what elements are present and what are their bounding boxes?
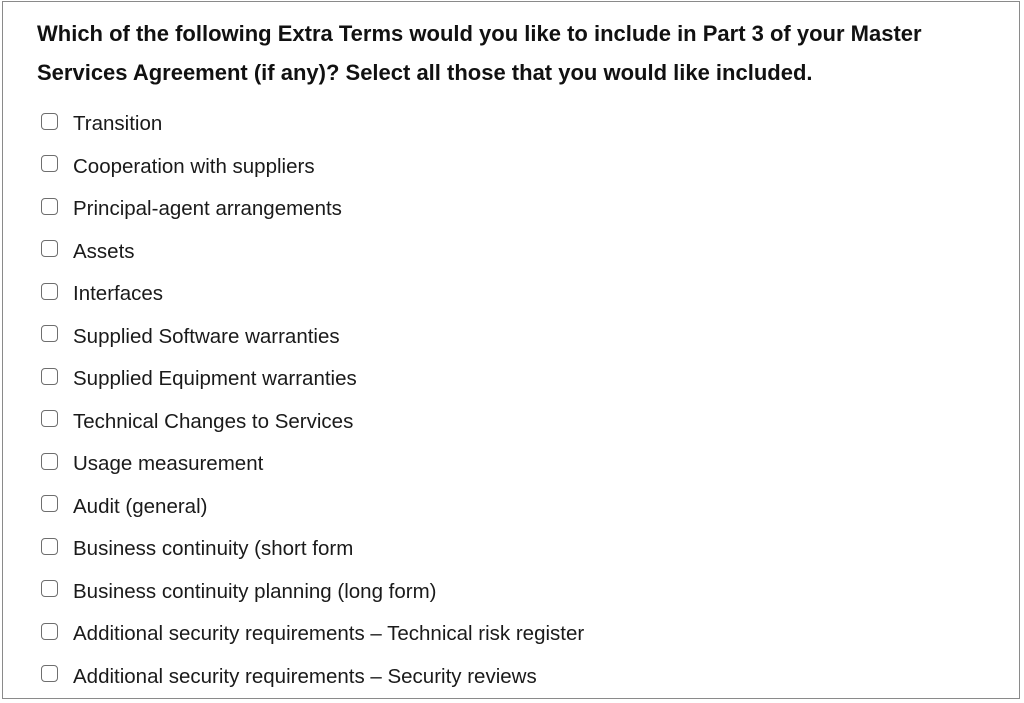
checkbox[interactable] [41, 538, 58, 555]
option-label: Additional security requirements – Security reviews [73, 664, 537, 688]
option-security-technical-risk-register[interactable] [41, 613, 584, 656]
question-panel [2, 1, 1020, 699]
option-security-reviews[interactable] [41, 656, 584, 699]
option-label: Usage measurement [73, 452, 264, 476]
option-label: Technical Changes to Services [73, 409, 354, 433]
option-label: Principal-agent arrangements [73, 197, 342, 221]
option-label: Cooperation with suppliers [73, 154, 315, 178]
option-label: Audit (general) [73, 494, 208, 518]
checkbox[interactable] [41, 155, 58, 172]
option-supplied-software-warranties[interactable] [41, 316, 584, 359]
option-label: Business continuity planning (long form) [73, 579, 437, 603]
option-cooperation-with-suppliers[interactable] [41, 146, 584, 189]
option-business-continuity-planning-long-form[interactable] [41, 571, 584, 614]
checkbox[interactable] [41, 113, 58, 130]
option-principal-agent-arrangements[interactable] [41, 188, 584, 231]
option-label: Supplied Software warranties [73, 324, 340, 348]
option-audit-general[interactable] [41, 486, 584, 529]
checkbox[interactable] [41, 283, 58, 300]
option-label: Supplied Equipment warranties [73, 367, 357, 391]
options-list [41, 103, 584, 698]
option-interfaces[interactable] [41, 273, 584, 316]
checkbox[interactable] [41, 198, 58, 215]
option-usage-measurement[interactable] [41, 443, 584, 486]
checkbox[interactable] [41, 240, 58, 257]
checkbox[interactable] [41, 495, 58, 512]
checkbox[interactable] [41, 453, 58, 470]
question-text: Which of the following Extra Terms would you like to include in Part 3 of your Master Services Agreement (if any)? Select all those that you would like included. [37, 21, 922, 85]
option-label: Interfaces [73, 282, 164, 306]
option-transition[interactable] [41, 103, 584, 146]
checkbox[interactable] [41, 410, 58, 427]
option-business-continuity-short-form[interactable] [41, 528, 584, 571]
checkbox[interactable] [41, 368, 58, 385]
checkbox[interactable] [41, 623, 58, 640]
option-label: Transition [73, 112, 163, 136]
option-label: Assets [73, 239, 135, 263]
option-technical-changes-to-services[interactable] [41, 401, 584, 444]
option-label: Business continuity (short form [73, 537, 354, 561]
checkbox[interactable] [41, 665, 58, 682]
checkbox[interactable] [41, 580, 58, 597]
checkbox[interactable] [41, 325, 58, 342]
option-supplied-equipment-warranties[interactable] [41, 358, 584, 401]
option-assets[interactable] [41, 231, 584, 274]
option-label: Additional security requirements – Technical risk register [73, 622, 585, 646]
